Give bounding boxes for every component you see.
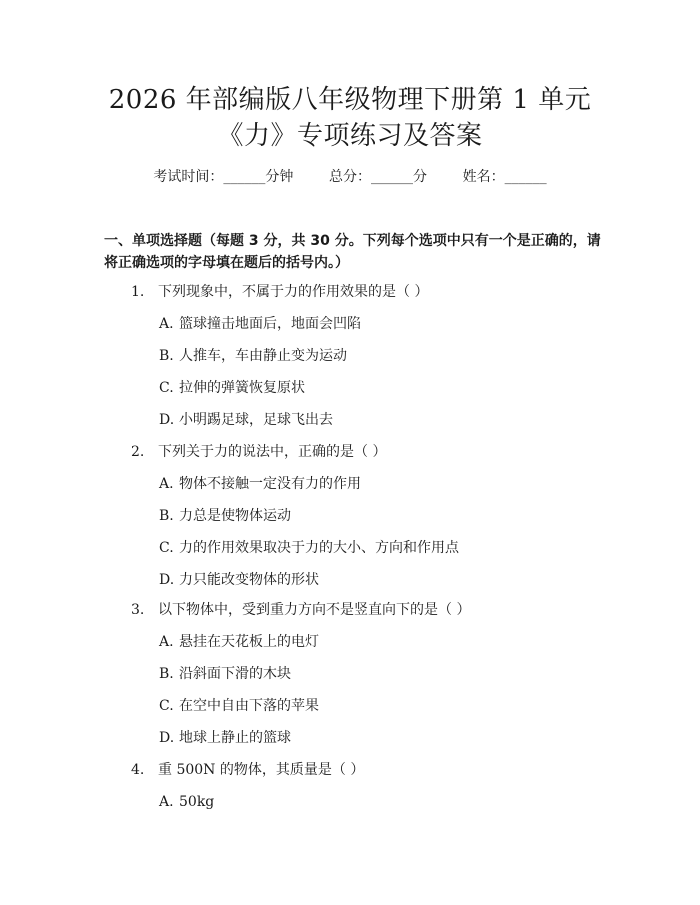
section-1-heading: 一、单项选择题（每题 3 分，共 30 分。下列每个选项中只有一个是正确的，请将正确选项的字母填在题后的括号内。）	[104, 233, 601, 271]
question-2-option-b	[159, 506, 291, 526]
option-text: 力的作用效果取决于力的大小、方向和作用点	[179, 540, 459, 556]
question-number: 3.	[131, 602, 145, 618]
student-name-blank: ______	[504, 169, 547, 185]
option-letter: C.	[159, 540, 174, 556]
question-1-option-a	[159, 314, 361, 334]
option-letter: A.	[159, 316, 174, 332]
total-score-unit: 分	[413, 169, 427, 185]
question-2-option-d	[159, 570, 319, 590]
question-2-option-c	[159, 538, 459, 558]
option-text: 力只能改变物体的形状	[179, 572, 319, 588]
option-letter: B.	[159, 508, 174, 524]
question-3-option-a	[159, 632, 319, 652]
option-letter: A.	[159, 476, 174, 492]
option-text: 力总是使物体运动	[179, 508, 291, 524]
question-1-option-c	[159, 378, 305, 398]
question-number: 1.	[131, 284, 145, 300]
option-letter: B.	[159, 348, 174, 364]
question-3-option-d	[159, 728, 291, 748]
option-text: 人推车，车由静止变为运动	[179, 348, 347, 364]
question-3	[131, 600, 470, 620]
total-score-label: 总分：	[329, 169, 371, 185]
question-stem: 重 500N 的物体，其质量是（ ）	[158, 762, 365, 778]
exam-info-gap	[293, 169, 329, 185]
question-number: 2.	[131, 444, 145, 460]
option-letter: C.	[159, 698, 174, 714]
option-letter: D.	[159, 730, 175, 746]
question-1-option-d	[159, 410, 333, 430]
option-text: 地球上静止的篮球	[179, 730, 291, 746]
option-letter: B.	[159, 666, 174, 682]
option-text: 沿斜面下滑的木块	[179, 666, 291, 682]
option-letter: D.	[159, 572, 175, 588]
exam-time-unit: 分钟	[265, 169, 294, 185]
exam-time-label: 考试时间：	[153, 169, 224, 185]
question-3-option-c	[159, 696, 319, 716]
document-title-line-2: 《力》专项练习及答案	[217, 121, 483, 151]
option-text: 篮球撞击地面后，地面会凹陷	[179, 316, 361, 332]
question-stem: 以下物体中，受到重力方向不是竖直向下的是（ ）	[158, 602, 471, 618]
question-2	[131, 442, 386, 462]
question-stem: 下列关于力的说法中，正确的是（ ）	[158, 444, 387, 460]
exam-time-blank: ______	[223, 169, 266, 185]
option-letter: D.	[159, 412, 175, 428]
question-3-option-b	[159, 664, 291, 684]
question-2-option-a	[159, 474, 361, 494]
exam-info-gap	[427, 169, 463, 185]
question-number: 4.	[131, 762, 145, 778]
question-4	[131, 760, 364, 780]
question-1-option-b	[159, 346, 347, 366]
total-score-blank: ______	[371, 169, 413, 185]
question-1	[131, 282, 428, 302]
option-letter: A.	[159, 794, 174, 810]
option-text: 小明踢足球，足球飞出去	[179, 412, 333, 428]
option-letter: C.	[159, 380, 174, 396]
question-4-option-a	[159, 792, 214, 812]
option-text: 在空中自由下落的苹果	[179, 698, 319, 714]
option-text: 50kg	[179, 794, 215, 810]
option-text: 物体不接触一定没有力的作用	[179, 476, 361, 492]
option-text: 拉伸的弹簧恢复原状	[179, 380, 305, 396]
exam-info-line	[0, 166, 700, 188]
student-name-label: 姓名：	[462, 169, 505, 185]
option-text: 悬挂在天花板上的电灯	[179, 634, 319, 650]
option-letter: A.	[159, 634, 174, 650]
question-stem: 下列现象中，不属于力的作用效果的是（ ）	[158, 284, 429, 300]
document-title-line-1: 2026 年部编版八年级物理下册第 1 单元	[108, 85, 592, 115]
